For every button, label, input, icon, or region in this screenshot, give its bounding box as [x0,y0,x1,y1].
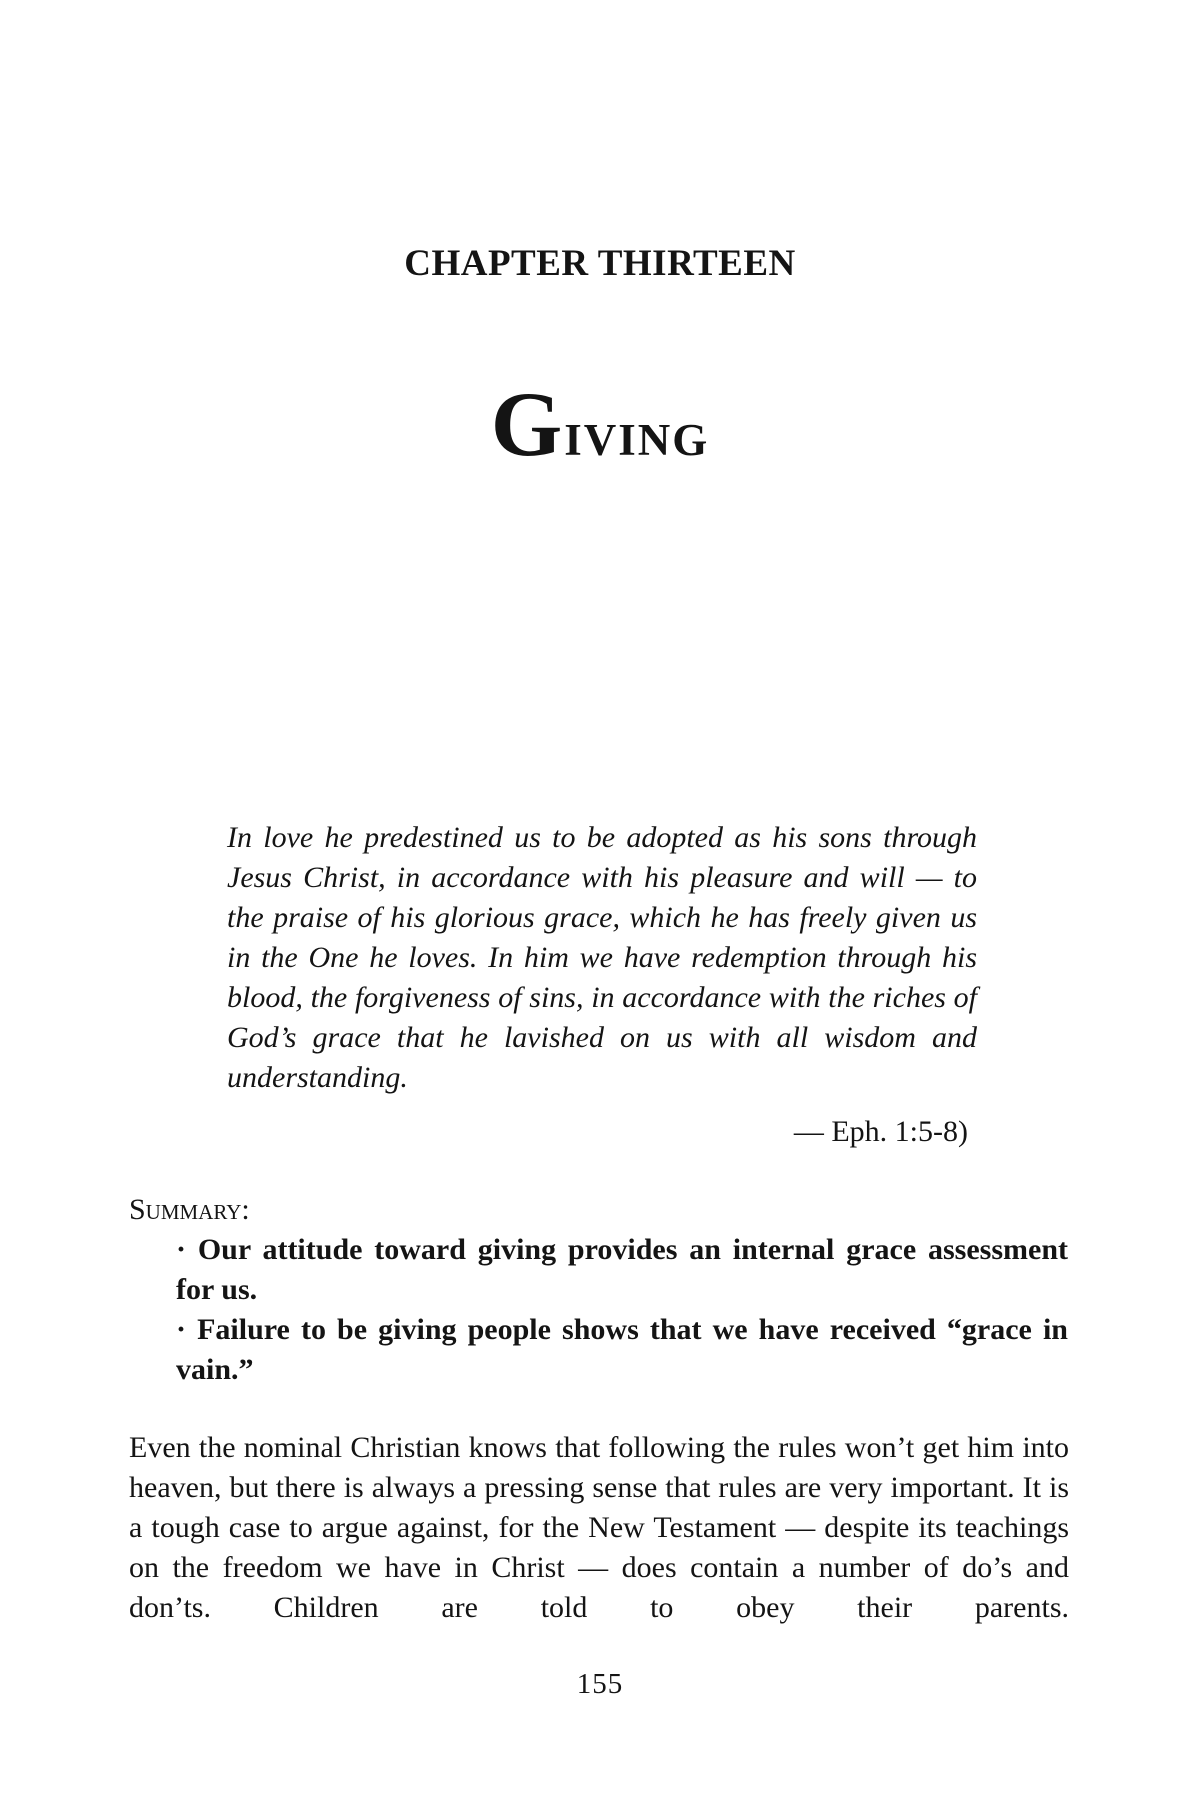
page-number: 155 [576,1668,624,1700]
chapter-title: Giving [490,373,710,475]
summary-item: · Our attitude toward giving provides an internal grace assessment for us. [176,1233,1068,1306]
summary-heading: Summary: [129,1193,250,1226]
chapter-label: CHAPTER THIRTEEN [404,243,796,284]
summary-item: · Failure to be giving people shows that we have received “grace in vain.” [176,1313,1068,1386]
summary-list [176,1230,1068,1390]
body-paragraph: Even the nominal Christian knows that following the rules won’t get him into heaven, but there is always a pressing sense that rules are very important. It is a tough case to argue against, for the New Testament — despite its teachings on the freedom we have in Christ — does contain a number of do’s and don’ts. Children are told to obey their parents. [129,1431,1069,1624]
epigraph-source: — Eph. 1:5-8) [793,1115,968,1148]
epigraph-quote: In love he predestined us to be adopted as his sons through Jesus Christ, in accordance with his pleasure and will — to the praise of his glorious grace, which he has freely given us in the One he loves. In him we have redemption through his blood, the forgiveness of sins, in accordance with the riches of God’s grace that he lavished on us with all wisdom and understanding. [227,821,977,1094]
